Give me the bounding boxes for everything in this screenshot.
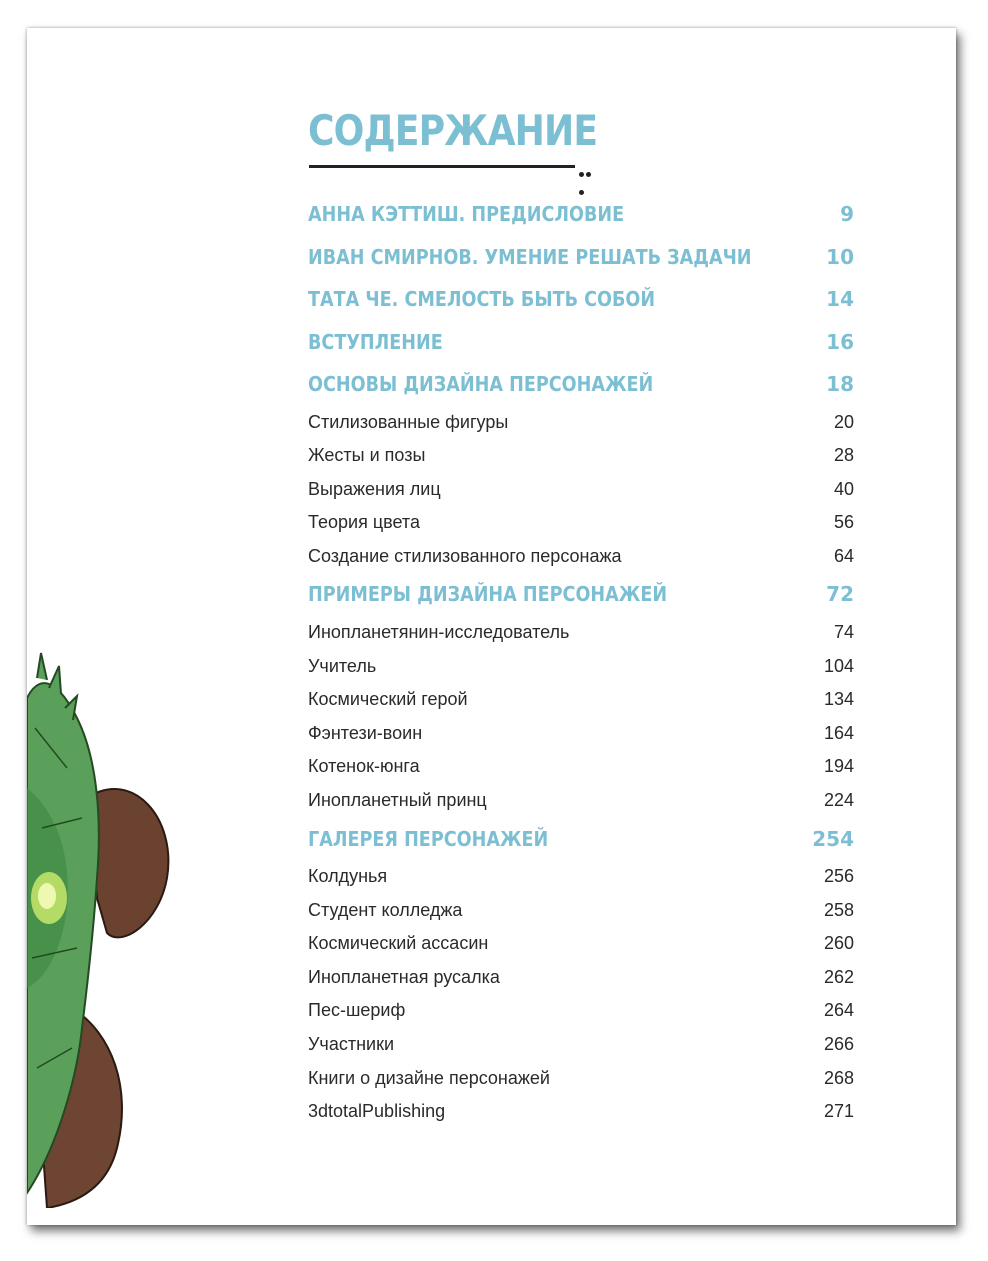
toc-entry-row xyxy=(308,1028,854,1062)
title-underline xyxy=(309,165,575,168)
toc-page-number: 254 xyxy=(812,826,854,851)
toc-entry-row xyxy=(308,439,854,473)
toc-page-number: 134 xyxy=(823,689,854,710)
toc-page-number: 224 xyxy=(823,789,854,810)
toc-page-number: 268 xyxy=(823,1067,854,1088)
toc-label: ТАТА ЧЕ. СМЕЛОСТЬ БЫТЬ СОБОЙ xyxy=(308,287,656,311)
toc-entry-row xyxy=(308,650,854,684)
toc-entry-row xyxy=(308,717,854,751)
toc-page-number: 20 xyxy=(833,411,854,432)
toc-page-number: 72 xyxy=(826,582,854,607)
toc-entry-row xyxy=(308,894,854,928)
toc-page-number: 104 xyxy=(823,655,854,676)
toc-label: Пес-шериф xyxy=(308,1000,406,1021)
toc-entry-row xyxy=(308,994,854,1028)
toc-chapter-row xyxy=(308,193,854,236)
toc-label: Космический ассасин xyxy=(308,933,489,954)
toc-entry-row xyxy=(308,473,854,507)
toc-label: Учитель xyxy=(308,655,377,676)
toc-label: 3dtotalPublishing xyxy=(308,1101,446,1122)
toc-label: ОСНОВЫ ДИЗАЙНА ПЕРСОНАЖЕЙ xyxy=(308,372,654,396)
toc-label: ВСТУПЛЕНИЕ xyxy=(308,329,443,354)
toc-label: Создание стилизованного персонажа xyxy=(308,545,622,566)
toc-label: ИВАН СМИРНОВ. УМЕНИЕ РЕШАТЬ ЗАДАЧИ xyxy=(308,244,752,269)
toc-entry-row xyxy=(308,406,854,440)
toc-entry-row xyxy=(308,540,854,574)
toc-page-number: 56 xyxy=(833,512,854,533)
toc-label: Котенок-юнга xyxy=(308,756,420,777)
toc-label: Космический герой xyxy=(308,689,468,710)
toc-page-number: 258 xyxy=(823,899,854,920)
toc-entry-row xyxy=(308,683,854,717)
toc-label: Фэнтези-воин xyxy=(308,722,423,743)
toc-page-number: 40 xyxy=(833,478,854,499)
toc-entry-row xyxy=(308,616,854,650)
toc-label: ПРИМЕРЫ ДИЗАЙНА ПЕРСОНАЖЕЙ xyxy=(308,582,668,607)
toc-label: АННА КЭТТИШ. ПРЕДИСЛОВИЕ xyxy=(308,202,625,226)
toc-label: Колдунья xyxy=(308,866,388,887)
toc-page-number: 14 xyxy=(826,287,854,311)
table-of-contents xyxy=(308,193,854,1129)
toc-label: Теория цвета xyxy=(308,512,420,533)
toc-page-number: 264 xyxy=(823,1000,854,1021)
toc-page-number: 271 xyxy=(823,1101,854,1122)
toc-page-number: 74 xyxy=(833,621,854,642)
toc-chapter-row xyxy=(308,573,854,616)
toc-entry-row xyxy=(308,784,854,818)
toc-chapter-row xyxy=(308,818,854,861)
toc-label: Студент колледжа xyxy=(308,899,463,920)
toc-chapter-row xyxy=(308,363,854,406)
toc-label: Книги о дизайне персонажей xyxy=(308,1067,550,1088)
toc-page-number: 10 xyxy=(826,244,854,269)
toc-entry-row xyxy=(308,860,854,894)
toc-page-number: 164 xyxy=(823,722,854,743)
toc-entry-row xyxy=(308,1062,854,1096)
character-illustration xyxy=(27,648,207,1208)
title-dots xyxy=(579,164,599,169)
toc-chapter-row xyxy=(308,236,854,279)
toc-label: Жесты и позы xyxy=(308,445,426,466)
toc-page-number: 16 xyxy=(826,329,854,354)
page-title: СОДЕРЖАНИЕ xyxy=(308,106,598,155)
toc-page-number: 262 xyxy=(823,966,854,987)
toc-label: Участники xyxy=(308,1034,394,1054)
toc-page-number: 9 xyxy=(840,202,854,226)
toc-entry-row xyxy=(308,927,854,961)
toc-entry-row xyxy=(308,961,854,995)
toc-page-number: 18 xyxy=(826,372,854,396)
toc-label: Инопланетный принц xyxy=(308,789,487,810)
toc-page-number: 266 xyxy=(823,1034,854,1054)
toc-entry-row xyxy=(308,750,854,784)
toc-entry-row xyxy=(308,506,854,540)
toc-page-number: 256 xyxy=(823,866,854,887)
toc-page-number: 64 xyxy=(833,545,854,566)
toc-entry-row xyxy=(308,1095,854,1129)
toc-label: Стилизованные фигуры xyxy=(308,411,509,432)
toc-label: Выражения лиц xyxy=(308,478,441,499)
toc-page-number: 194 xyxy=(823,756,854,777)
toc-label: Инопланетянин-исследователь xyxy=(308,621,570,642)
toc-page-number: 28 xyxy=(833,445,854,466)
toc-chapter-row xyxy=(308,321,854,364)
toc-label: Инопланетная русалка xyxy=(308,966,500,987)
toc-page-number: 260 xyxy=(823,933,854,954)
toc-label: ГАЛЕРЕЯ ПЕРСОНАЖЕЙ xyxy=(308,826,549,851)
book-page xyxy=(27,28,956,1225)
toc-chapter-row xyxy=(308,278,854,321)
